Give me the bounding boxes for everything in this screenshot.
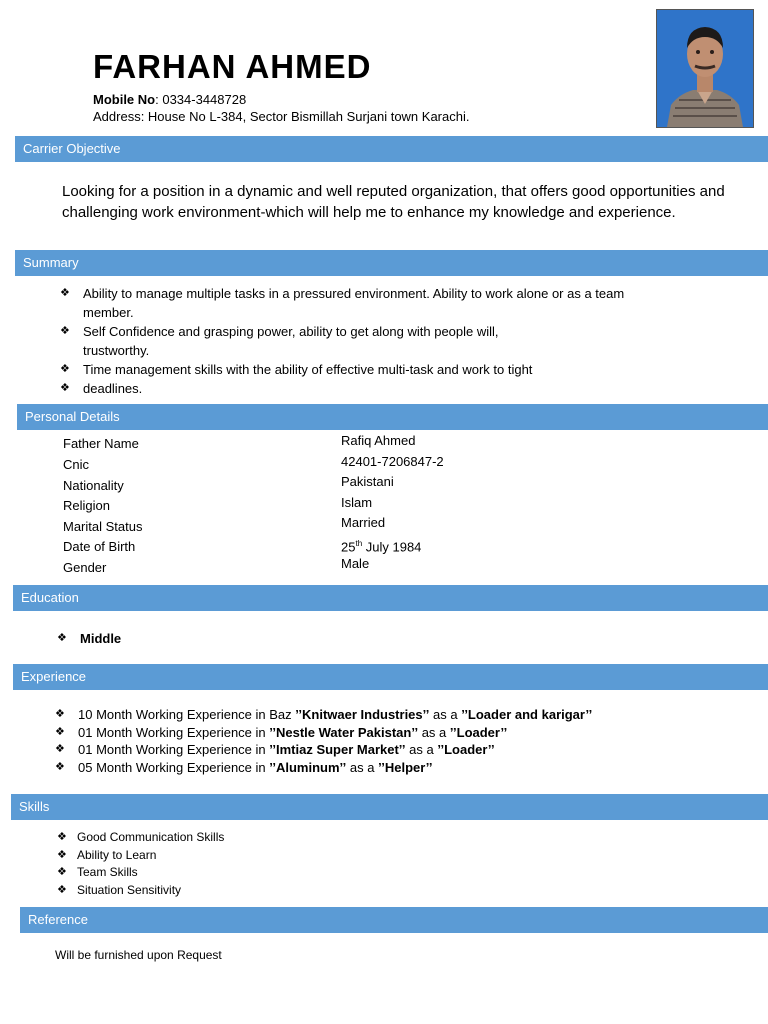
address-label: Address: [93, 109, 148, 124]
diamond-bullet-icon: ❖ [60, 382, 70, 394]
diamond-bullet-icon: ❖ [57, 883, 67, 896]
detail-label: Marital Status [63, 519, 143, 534]
detail-value-dob: 25th July 1984 [341, 539, 422, 555]
section-header-experience: Experience [13, 664, 768, 690]
detail-label: Gender [63, 560, 107, 575]
section-header-skills: Skills [11, 794, 768, 820]
diamond-bullet-icon: ❖ [55, 708, 65, 720]
list-item: ❖ 01 Month Working Experience in ’’Nestle Water Pakistan’’ as a ’’Loader’’ [55, 724, 508, 740]
detail-value: Male [341, 556, 370, 571]
detail-value: Rafiq Ahmed [341, 433, 416, 448]
detail-value: 42401-7206847-2 [341, 454, 444, 469]
experience-list [55, 706, 592, 776]
detail-value: Married [341, 515, 386, 530]
diamond-bullet-icon: ❖ [55, 760, 65, 773]
diamond-bullet-icon: ❖ [60, 325, 70, 337]
list-item: ❖ Good Communication Skills [57, 829, 224, 847]
detail-label: Nationality [63, 478, 124, 493]
objective-text: Looking for a position in a dynamic and well reputed organization, that offers good opportunities and challenging work environment-which will help me to enhance my knowledge and experience. [62, 183, 725, 221]
list-item: ❖ Team Skills [57, 864, 224, 882]
diamond-bullet-icon: ❖ [57, 866, 67, 878]
address-value: House No L-384, Sector Bismillah Surjani town Karachi. [147, 109, 470, 124]
list-item: ❖ Self Confidence and grasping power, ability to get along with people will, [60, 324, 499, 339]
detail-value: Islam [341, 495, 373, 510]
list-item: ❖ 05 Month Working Experience in ’’Aluminum’’ as a ’’Helper’’ [55, 759, 433, 775]
diamond-bullet-icon: ❖ [57, 632, 67, 644]
reference-text: Will be furnished upon Request [55, 948, 222, 962]
mobile-line [93, 91, 246, 108]
list-item: ❖ 01 Month Working Experience in ’’Imtiaz Super Market’’ as a ’’Loader’’ [55, 742, 495, 757]
person-photo-icon [657, 10, 753, 127]
mobile-value: 0334-3448728 [162, 92, 247, 107]
section-header-reference: Reference [20, 907, 768, 933]
detail-label: Date of Birth [63, 539, 136, 554]
section-header-objective: Carrier Objective [15, 136, 768, 162]
section-header-summary: Summary [15, 250, 768, 276]
list-item: trustworthy. [83, 343, 150, 358]
detail-label: Cnic [63, 457, 90, 472]
skills-list [57, 829, 224, 899]
diamond-bullet-icon: ❖ [60, 363, 70, 375]
address-line [93, 108, 469, 125]
list-item: member. [83, 305, 134, 320]
detail-value: Pakistani [341, 474, 394, 489]
mobile-sep: : [155, 92, 163, 107]
list-item: ❖ 10 Month Working Experience in Baz ’’Knitwaer Industries’’ as a ’’Loader and karigar’’ [55, 707, 593, 722]
mobile-label: Mobile No [93, 92, 156, 107]
diamond-bullet-icon: ❖ [57, 831, 67, 843]
diamond-bullet-icon: ❖ [55, 743, 65, 755]
list-item: ❖ deadlines. [60, 381, 143, 396]
candidate-name: FARHAN AHMED [93, 48, 372, 85]
diamond-bullet-icon: ❖ [55, 725, 65, 738]
education-list [57, 629, 121, 648]
detail-label: Religion [63, 498, 110, 513]
section-header-personal: Personal Details [17, 404, 768, 430]
diamond-bullet-icon: ❖ [60, 287, 70, 299]
list-item: ❖ Ability to Learn [57, 847, 224, 865]
list-item: ❖ Situation Sensitivity [57, 882, 224, 900]
summary-list [60, 284, 624, 398]
detail-label: Father Name [63, 436, 139, 451]
profile-photo [656, 9, 754, 128]
list-item: ❖ Ability to manage multiple tasks in a pressured environment. Ability to work alone or as a team [60, 286, 625, 301]
diamond-bullet-icon: ❖ [57, 848, 67, 861]
list-item: ❖ Middle [57, 631, 122, 646]
list-item: ❖ Time management skills with the ability of effective multi-task and work to tight [60, 362, 533, 377]
section-header-education: Education [13, 585, 768, 611]
